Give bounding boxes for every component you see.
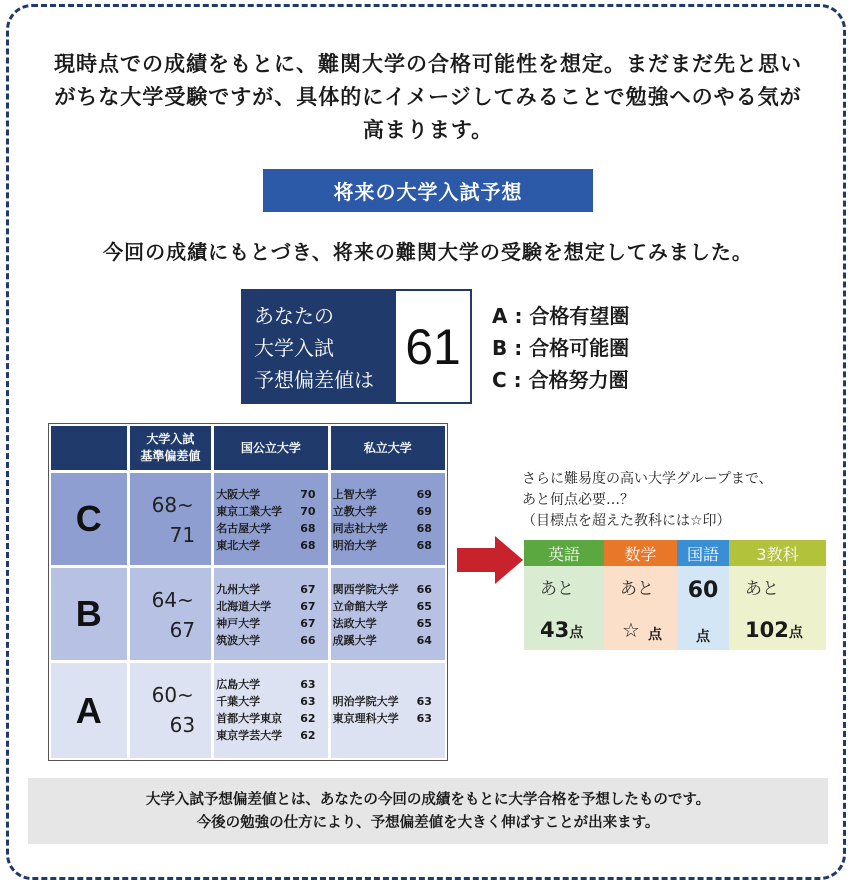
- private-list: [331, 663, 445, 758]
- list-item: 東北大学 68: [216, 539, 316, 552]
- subject-header: 数学: [604, 540, 677, 566]
- header-private: 私立大学: [331, 426, 445, 470]
- list-item: 東京工業大学 70: [216, 505, 316, 518]
- list-item: 法政大学 65: [332, 617, 432, 630]
- list-item: 上智大学 69: [332, 488, 432, 501]
- subtitle: 今回の成績にもとづき、将来の難関大学の受験を想定してみました。: [103, 240, 753, 264]
- note-line: （目標点を超えた教科には☆印）: [522, 513, 731, 529]
- table-row: [51, 473, 445, 565]
- footer-line: 大学入試予想偏差値とは、あなたの今回の成績をもとに大学合格を予想したものです。: [145, 792, 711, 808]
- score-label-line: 大学入試: [254, 336, 334, 360]
- list-item: 大阪大学 70: [216, 488, 316, 501]
- header-deviation-line: 大学入試: [146, 432, 195, 446]
- legend-item-b: B : 合格可能圏: [492, 336, 630, 360]
- remaining-label: あと: [540, 579, 574, 599]
- rank-letter: C: [51, 473, 127, 565]
- note-line: あと何点必要…？: [522, 492, 634, 508]
- remaining-points: 43点: [540, 618, 584, 642]
- header-rank: [51, 426, 127, 470]
- list-item: 筑波大学 66: [216, 634, 316, 647]
- national-list: [214, 568, 327, 660]
- subject-math: [604, 540, 677, 650]
- note-line: さらに難易度の高い大学グループまで、: [522, 471, 773, 487]
- rank-letter: A: [51, 663, 127, 758]
- list-item: 北海道大学 67: [216, 600, 316, 613]
- table-header: [51, 426, 445, 470]
- range-high: 63: [169, 713, 196, 737]
- private-list: [331, 473, 445, 565]
- remaining-label: あと: [745, 579, 779, 599]
- score-value: 61: [405, 318, 461, 375]
- right-arrow-icon: [457, 536, 523, 584]
- deviation-range: [130, 568, 212, 660]
- remaining-label: あと: [620, 579, 654, 599]
- intro-line-2: がちな大学受験ですが、具体的にイメージしてみることで勉強へのやる気が: [54, 85, 802, 109]
- header-deviation-line: 基準偏差値: [140, 449, 201, 463]
- list-item: 明治学院大学 63: [332, 695, 432, 708]
- list-item: 首都大学東京 62: [216, 712, 316, 725]
- table-row: [51, 568, 445, 660]
- subject-english: [524, 540, 604, 650]
- legend-item-c: C : 合格努力圏: [492, 368, 629, 392]
- remaining-points: 102点: [745, 618, 803, 642]
- points-unit: 点: [696, 629, 710, 645]
- list-item: 九州大学 67: [216, 583, 316, 596]
- range-high: 71: [169, 523, 196, 547]
- list-item: 広島大学 63: [216, 678, 316, 691]
- intro-line-3: 高まります。: [362, 118, 494, 142]
- range-high: 67: [169, 618, 196, 642]
- list-item: 同志社大学 68: [332, 522, 432, 535]
- list-item: 立命館大学 65: [332, 600, 432, 613]
- score-label-line: あなたの: [254, 304, 334, 328]
- private-list: [331, 568, 445, 660]
- points-unit: 点: [648, 627, 662, 643]
- list-item: 立教大学 69: [332, 505, 432, 518]
- list-item: 神戸大学 67: [216, 617, 316, 630]
- score-label: [243, 291, 396, 402]
- rank-letter: B: [51, 568, 127, 660]
- subject-japanese: [677, 540, 729, 650]
- list-item: 東京理科大学 63: [332, 712, 432, 725]
- national-list: [214, 663, 327, 758]
- remaining-points: 60: [687, 578, 719, 603]
- deviation-range: [130, 663, 212, 758]
- section-title: 将来の大学入試予想: [263, 169, 593, 212]
- list-item: 明治大学 68: [332, 539, 432, 552]
- score-box: [241, 289, 472, 404]
- university-rank-table: [48, 423, 448, 761]
- footer-note: [28, 778, 828, 844]
- list-item: 関西学院大学 66: [332, 583, 432, 596]
- national-list: [214, 473, 327, 565]
- list-item: 成蹊大学 64: [332, 634, 432, 647]
- subject-header: 英語: [524, 540, 604, 566]
- score-label-line: 予想偏差値は: [254, 368, 374, 392]
- range-low: 64~: [151, 588, 194, 612]
- intro-line-1: 現時点での成績をもとに、難関大学の合格可能性を想定。まだまだ先と思い: [54, 52, 802, 76]
- header-deviation: [130, 426, 212, 470]
- star-icon: ☆: [622, 618, 640, 642]
- header-national: 国公立大学: [214, 426, 327, 470]
- target-note: [522, 469, 773, 532]
- range-low: 68~: [151, 493, 194, 517]
- list-item: 東京学芸大学 62: [216, 729, 316, 742]
- subject-header: 3教科: [729, 540, 826, 566]
- deviation-range: [130, 473, 212, 565]
- range-low: 60~: [151, 683, 194, 707]
- list-item: 千葉大学 63: [216, 695, 316, 708]
- subject-header: 国語: [677, 540, 729, 566]
- table-row: [51, 663, 445, 758]
- list-item: 名古屋大学 68: [216, 522, 316, 535]
- subject-points-table: [524, 540, 826, 650]
- footer-line: 今後の勉強の仕方により、予想偏差値を大きく伸ばすことが出来ます。: [196, 815, 660, 831]
- rank-legend: [492, 300, 629, 396]
- legend-item-a: A : 合格有望圏: [492, 304, 630, 328]
- subject-three: [729, 540, 826, 650]
- intro-text: [20, 48, 836, 147]
